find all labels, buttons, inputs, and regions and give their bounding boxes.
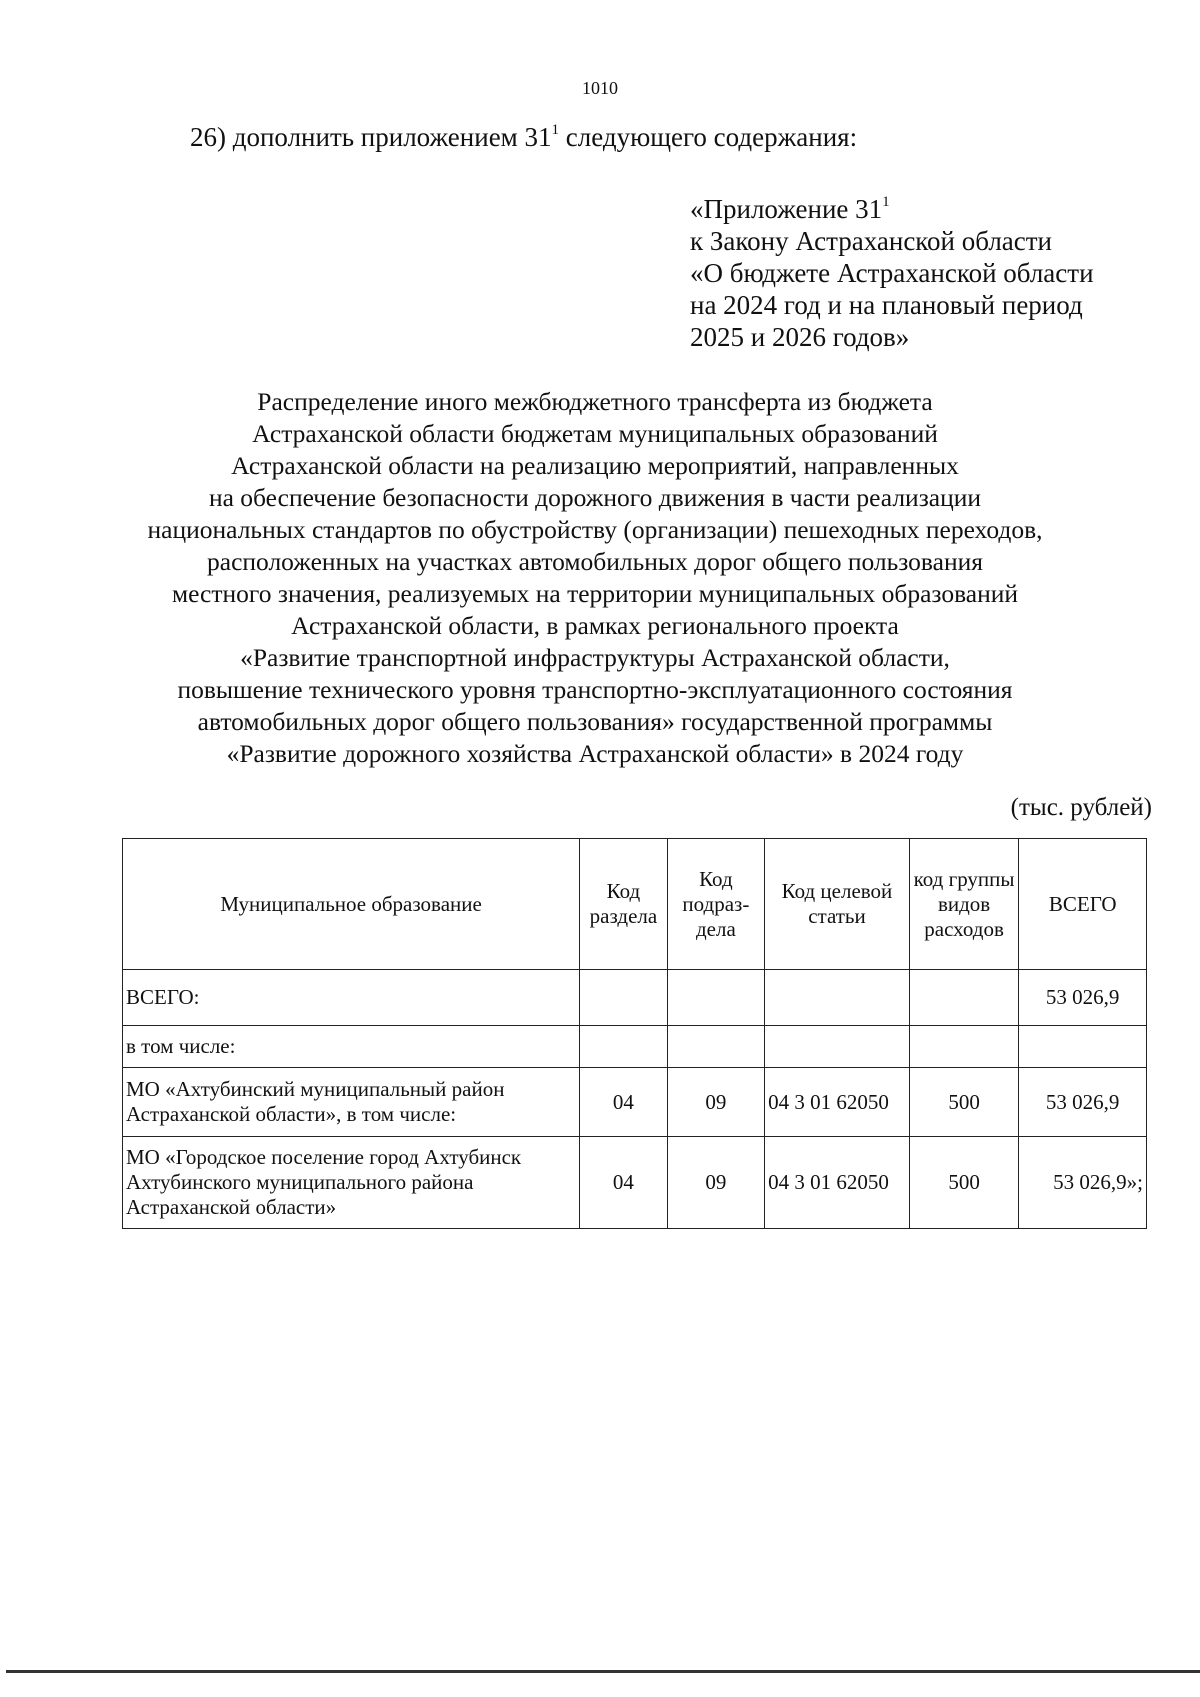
cell-municipality: МО «Ахтубинский муниципальный район Астраханской области», в том числе:	[123, 1068, 580, 1137]
cell-expense-group: 500	[909, 1137, 1019, 1229]
cell-expense-group: 500	[909, 1068, 1019, 1137]
cell-total: 53 026,9	[1019, 1068, 1147, 1137]
allocation-table	[122, 838, 1147, 1229]
cell-target-code: 04 3 01 62050	[765, 1137, 910, 1229]
cell-subsection-code: 09	[667, 1068, 764, 1137]
title-line: Распределение иного межбюджетного трансферта из бюджета	[257, 387, 933, 416]
header-total: ВСЕГО	[1019, 839, 1147, 970]
header-subsection-code: Код подраз-дела	[667, 839, 764, 970]
units-label: (тыс. рублей)	[1010, 794, 1152, 821]
bottom-rule	[6, 1670, 1200, 1673]
appendix-line-1	[690, 186, 1094, 225]
title-line: Астраханской области на реализацию мероприятий, направленных	[231, 451, 959, 480]
table-row-total	[123, 970, 1147, 1026]
header-section-code: Код раздела	[580, 839, 667, 970]
appendix-line-3: «О бюджете Астраханской области	[690, 258, 1094, 288]
cell-empty	[667, 970, 764, 1026]
cell-section-code: 04	[580, 1137, 667, 1229]
table-row	[123, 1068, 1147, 1137]
cell-municipality: МО «Городское поселение город Ахтубинск Ахтубинского муниципального района Астраханской области»	[123, 1137, 580, 1229]
cell-total-value: 53 026,9	[1019, 970, 1147, 1026]
header-municipality: Муниципальное образование	[123, 839, 580, 970]
title-line: «Развитие транспортной инфраструктуры Астраханской области,	[240, 643, 950, 672]
cell-empty	[667, 1026, 764, 1068]
cell-empty	[909, 970, 1019, 1026]
intro-text-after: следующего содержания:	[559, 122, 858, 152]
cell-empty	[580, 970, 667, 1026]
cell-empty	[765, 970, 910, 1026]
appendix-line-1-superscript: 1	[882, 194, 890, 210]
page-number: 1010	[582, 78, 618, 98]
title-line: местного значения, реализуемых на территории муниципальных образований	[171, 579, 1019, 608]
cell-section-code: 04	[580, 1068, 667, 1137]
cell-total-label: ВСЕГО:	[123, 970, 580, 1026]
cell-total: 53 026,9»;	[1019, 1137, 1147, 1229]
title-line: «Развитие дорожного хозяйства Астраханской области» в 2024 году	[226, 739, 964, 768]
intro-paragraph	[190, 122, 857, 153]
appendix-header	[690, 186, 1094, 353]
cell-including-label: в том числе:	[123, 1026, 580, 1068]
cell-empty	[909, 1026, 1019, 1068]
title-line: Астраханской области бюджетам муниципальных образований	[252, 419, 938, 448]
title-line: расположенных на участках автомобильных дорог общего пользования	[207, 547, 983, 576]
appendix-line-4: на 2024 год и на плановый период	[690, 290, 1083, 320]
cell-target-code: 04 3 01 62050	[765, 1068, 910, 1137]
title-line: на обеспечение безопасности дорожного движения в части реализации	[208, 483, 982, 512]
table-row-including	[123, 1026, 1147, 1068]
intro-text-before: 26) дополнить приложением 31	[190, 122, 552, 152]
appendix-line-2: к Закону Астраханской области	[690, 226, 1053, 256]
cell-empty	[1019, 1026, 1147, 1068]
document-title	[0, 386, 1190, 770]
appendix-line-1-text: «Приложение 31	[690, 194, 883, 224]
title-line: национальных стандартов по обустройству (организации) пешеходных переходов,	[147, 515, 1043, 544]
table-header-row	[123, 839, 1147, 970]
cell-empty	[580, 1026, 667, 1068]
cell-subsection-code: 09	[667, 1137, 764, 1229]
appendix-line-5: 2025 и 2026 годов»	[690, 322, 910, 352]
title-line: повышение технического уровня транспортно-эксплуатационного состояния	[177, 675, 1013, 704]
header-expense-group: код группы видов расходов	[909, 839, 1019, 970]
header-target-code: Код целевой статьи	[765, 839, 910, 970]
intro-superscript: 1	[551, 122, 560, 138]
table-row	[123, 1137, 1147, 1229]
cell-empty	[765, 1026, 910, 1068]
title-line: автомобильных дорог общего пользования» государственной программы	[197, 707, 993, 736]
title-line: Астраханской области, в рамках регионального проекта	[291, 611, 899, 640]
